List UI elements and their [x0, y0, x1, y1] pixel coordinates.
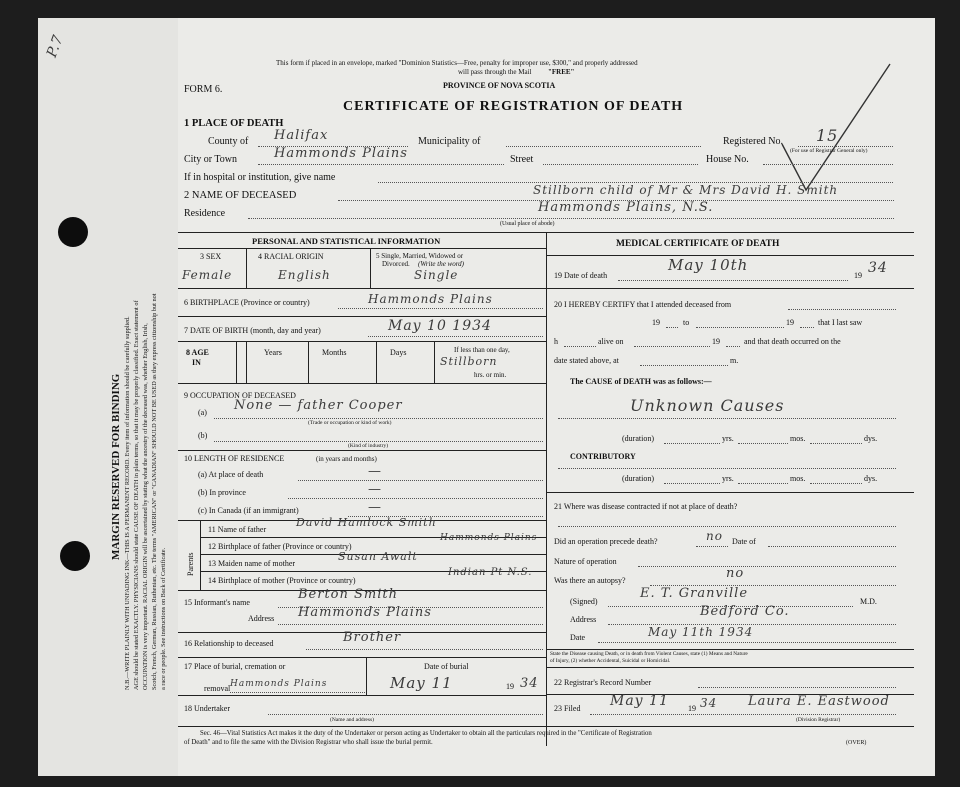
father-name-value: David Hamlock Smith [296, 516, 437, 529]
father-birthplace-value: Hammonds Plains [440, 533, 538, 543]
undertaker-label: 18 Undertaker [184, 704, 230, 713]
house-label: House No. [706, 154, 749, 165]
industry-note: (Kind of industry) [348, 443, 389, 449]
md-label: M.D. [860, 597, 877, 606]
doctor-address-value: Bedford Co. [700, 604, 790, 619]
city-value: Hammonds Plains [274, 146, 408, 161]
burial-label-1: 17 Place of burial, cremation or [184, 662, 286, 671]
mother-name-label: 13 Maiden name of mother [208, 559, 296, 568]
registered-value: 15 [816, 126, 839, 145]
county-label: County of [208, 136, 249, 147]
length-a: (a) At place of death [198, 470, 264, 479]
less-day-1: If less than one day, [454, 346, 510, 354]
marital-label-2: Divorced. [382, 260, 410, 268]
parents-label: Parents [186, 552, 195, 576]
dob-label: 7 DATE OF BIRTH (month, day and year) [184, 326, 321, 335]
place-heading: 1 PLACE OF DEATH [184, 118, 284, 129]
form-number: FORM 6. [184, 84, 223, 95]
certify-death-occurred: and that death occurred on the [744, 337, 841, 346]
death-date-value: May 10th [668, 256, 749, 274]
free-note: "FREE" [548, 68, 575, 76]
margin-instruction-2: AGE should be stated EXACTLY. PHYSICIANS should state CAUSE OF DEATH in plain terms, so that it may be properly classified. Exact statement of [133, 300, 140, 690]
contrib-yrs: yrs. [722, 474, 734, 483]
operation-value: no [706, 529, 723, 543]
relationship-label: 16 Relationship to deceased [184, 639, 274, 648]
signed-label: (Signed) [570, 597, 598, 606]
relationship-value: Brother [343, 630, 402, 645]
violent-note-1: State the Disease causing Death, or in death from Violent Causes, state (1) Means and Nature [550, 651, 748, 657]
footer-line-2: of Death" and to file the same with the Division Registrar who shall issue the burial permit. [184, 739, 433, 746]
cause-yrs: yrs. [722, 434, 734, 443]
death-year-prefix: 19 [854, 271, 862, 280]
sex-label: 3 SEX [200, 252, 222, 261]
cause-dys: dys. [864, 434, 878, 443]
cause-duration: (duration) [622, 434, 654, 443]
burial-label-2: removal [204, 684, 231, 693]
age-years: Years [264, 348, 282, 357]
usual-place-note: (Usual place of abode) [500, 221, 555, 227]
margin-reserved-label: MARGIN RESERVED FOR BINDING [110, 373, 122, 560]
mother-birthplace-value: Indian Pt N.S. [448, 567, 533, 578]
date-burial-label: Date of burial [424, 662, 469, 671]
operation-date-label: Date of [732, 537, 756, 546]
age-days: Days [390, 348, 407, 357]
marital-value: Single [414, 268, 459, 282]
residence-label: Residence [184, 208, 226, 219]
death-date-label: 19 Date of death [554, 271, 608, 280]
violent-note-2: of Injury, (2) whether Accidental, Suicidal or Homicidal. [550, 658, 671, 664]
occupation-a-value: None — father Cooper [234, 398, 403, 413]
deceased-name-label: 2 NAME OF DECEASED [184, 190, 297, 201]
informant-address-label: Address [248, 614, 275, 623]
margin-instruction-4: Scotch, French, German, Russian, Ruthenian, etc. The terms "AMERICAN" or "CANADIAN" SHOULD NOT BE USED as they express citizenship but not [151, 293, 158, 690]
certify-year-3: 19 [712, 337, 720, 346]
autopsy-label: Was there an autopsy? [554, 576, 626, 585]
occupation-b: (b) [198, 431, 208, 440]
envelope-note-1: This form if placed in an envelope, marked "Dominion Statistics—Free, penalty for improper use, $300," and properly addressed [276, 59, 638, 67]
age-label-1: 8 AGE [186, 348, 209, 357]
doctor-date-value: May 11th 1934 [648, 625, 754, 639]
length-b-value: — [368, 482, 382, 497]
registrar-signature: Laura E. Eastwood [748, 694, 890, 709]
county-value: Halifax [274, 128, 329, 143]
dob-value: May 10 1934 [388, 318, 492, 334]
burial-year-prefix: 19 [506, 682, 514, 691]
burial-place-value: Hammonds Plains [230, 679, 328, 689]
certificate-title: CERTIFICATE OF REGISTRATION OF DEATH [343, 99, 684, 114]
age-months: Months [322, 348, 347, 357]
doctor-address-label: Address [570, 615, 597, 624]
certify-date-stated: date stated above, at [554, 356, 619, 365]
sex-value: Female [182, 268, 233, 282]
filed-year-value: 34 [700, 696, 718, 710]
certify-year-1: 19 [652, 318, 660, 327]
trade-note: (Trade or occupation or kind of work) [308, 420, 392, 426]
filed-label: 23 Filed [554, 704, 581, 713]
residence-value: Hammonds Plains, N.S. [538, 200, 714, 215]
birthplace-value: Hammonds Plains [368, 292, 493, 306]
certify-h: h [554, 337, 558, 346]
racial-value: English [278, 268, 331, 282]
informant-address-value: Hammonds Plains [298, 605, 432, 620]
personal-heading: PERSONAL AND STATISTICAL INFORMATION [252, 236, 441, 246]
marital-label-3: (Write the word) [418, 260, 465, 268]
certify-year-2: 19 [786, 318, 794, 327]
father-name-label: 11 Name of father [208, 525, 267, 534]
cause-mos: mos. [790, 434, 806, 443]
autopsy-value: no [726, 566, 745, 581]
marital-label-1: 5 Single, Married, Widowed or [376, 252, 464, 260]
certify-alive-on: alive on [598, 337, 624, 346]
informant-value: Berton Smith [298, 587, 399, 602]
signed-value: E. T. Granville [640, 586, 749, 601]
birthplace-label: 6 BIRTHPLACE (Province or country) [184, 298, 310, 307]
contributory-label: CONTRIBUTORY [570, 452, 636, 461]
doctor-date-label: Date [570, 633, 586, 642]
contracted-label: 21 Where was disease contracted if not at place of death? [554, 502, 738, 511]
punch-hole-top [58, 217, 88, 247]
province-title: PROVINCE OF NOVA SCOTIA [443, 81, 556, 90]
nature-label: Nature of operation [554, 557, 617, 566]
contrib-duration: (duration) [622, 474, 654, 483]
margin-instruction-1: N.B.—WRITE PLAINLY WITH UNFADING INK—THIS IS A PERMANENT RECORD. Every item of information should be carefully supplied. [124, 316, 131, 690]
registered-label: Registered No. [723, 136, 783, 147]
registrar-note: (For use of Registrar General only) [790, 148, 868, 154]
certify-m: m. [730, 356, 739, 365]
city-label: City or Town [184, 154, 238, 165]
footer-line-1: Sec. 46—Vital Statistics Act makes it the duty of the Undertaker or person acting as Undertaker to obtain all the particulars required in the "Certificate of Registration [200, 730, 652, 737]
burial-year-value: 34 [520, 676, 539, 691]
certificate-form [178, 46, 914, 758]
less-day-2: Stillborn [440, 355, 498, 368]
filed-year-prefix: 19 [688, 704, 696, 713]
margin-instruction-3: OCCUPATION is very important. RACIAL ORIGIN will be ascertained by stating what the ancestry of the deceased was, whether English, Irish, [142, 323, 149, 690]
racial-label: 4 RACIAL ORIGIN [258, 252, 324, 261]
length-note: (in years and months) [316, 455, 377, 463]
length-label: 10 LENGTH OF RESIDENCE [184, 454, 285, 463]
certify-label: 20 I HEREBY CERTIFY that I attended deceased from [554, 300, 732, 309]
margin-instruction-5: a race or people. See instructions on Back of Certificate. [160, 547, 167, 690]
contrib-dys: dys. [864, 474, 878, 483]
certify-last-saw: that I last saw [818, 318, 863, 327]
record-number-label: 22 Registrar's Record Number [554, 678, 652, 687]
occupation-label: 9 OCCUPATION OF DECEASED [184, 391, 296, 400]
contrib-mos: mos. [790, 474, 806, 483]
deceased-name-value: Stillborn child of Mr & Mrs David H. Smith [533, 183, 839, 197]
cause-value: Unknown Causes [630, 396, 785, 415]
filed-value: May 11 [610, 693, 669, 709]
undertaker-note: (Name and address) [330, 717, 374, 723]
punch-hole-bottom [60, 541, 90, 571]
street-label: Street [510, 154, 534, 165]
operation-label: Did an operation precede death? [554, 537, 658, 546]
length-c-value: — [368, 500, 382, 515]
municipality-label: Municipality of [418, 136, 481, 147]
length-a-value: — [368, 464, 382, 479]
occupation-a: (a) [198, 408, 207, 417]
length-c: (c) In Canada (if an immigrant) [198, 506, 299, 515]
medical-heading: MEDICAL CERTIFICATE OF DEATH [616, 239, 780, 249]
mother-birthplace-label: 14 Birthplace of mother (Province or country) [208, 576, 356, 585]
length-b: (b) In province [198, 488, 246, 497]
date-burial-value: May 11 [390, 674, 453, 692]
mother-name-value: Susan Awalt [338, 550, 418, 563]
age-label-2: IN [192, 358, 201, 367]
corner-note: P.7 [44, 32, 67, 60]
hospital-label: If in hospital or institution, give name [184, 172, 336, 183]
cause-label: The CAUSE of DEATH was as follows:— [570, 377, 712, 386]
death-year-value: 34 [868, 260, 888, 276]
informant-label: 15 Informant's name [184, 598, 250, 607]
certify-to: to [683, 318, 690, 327]
envelope-note-2: will pass through the Mail [458, 68, 532, 76]
less-day-3: hrs. or min. [474, 371, 507, 379]
father-birthplace-label: 12 Birthplace of father (Province or country) [208, 542, 352, 551]
division-note: (Division Registrar) [796, 717, 841, 723]
footer-over: (OVER) [846, 740, 867, 746]
